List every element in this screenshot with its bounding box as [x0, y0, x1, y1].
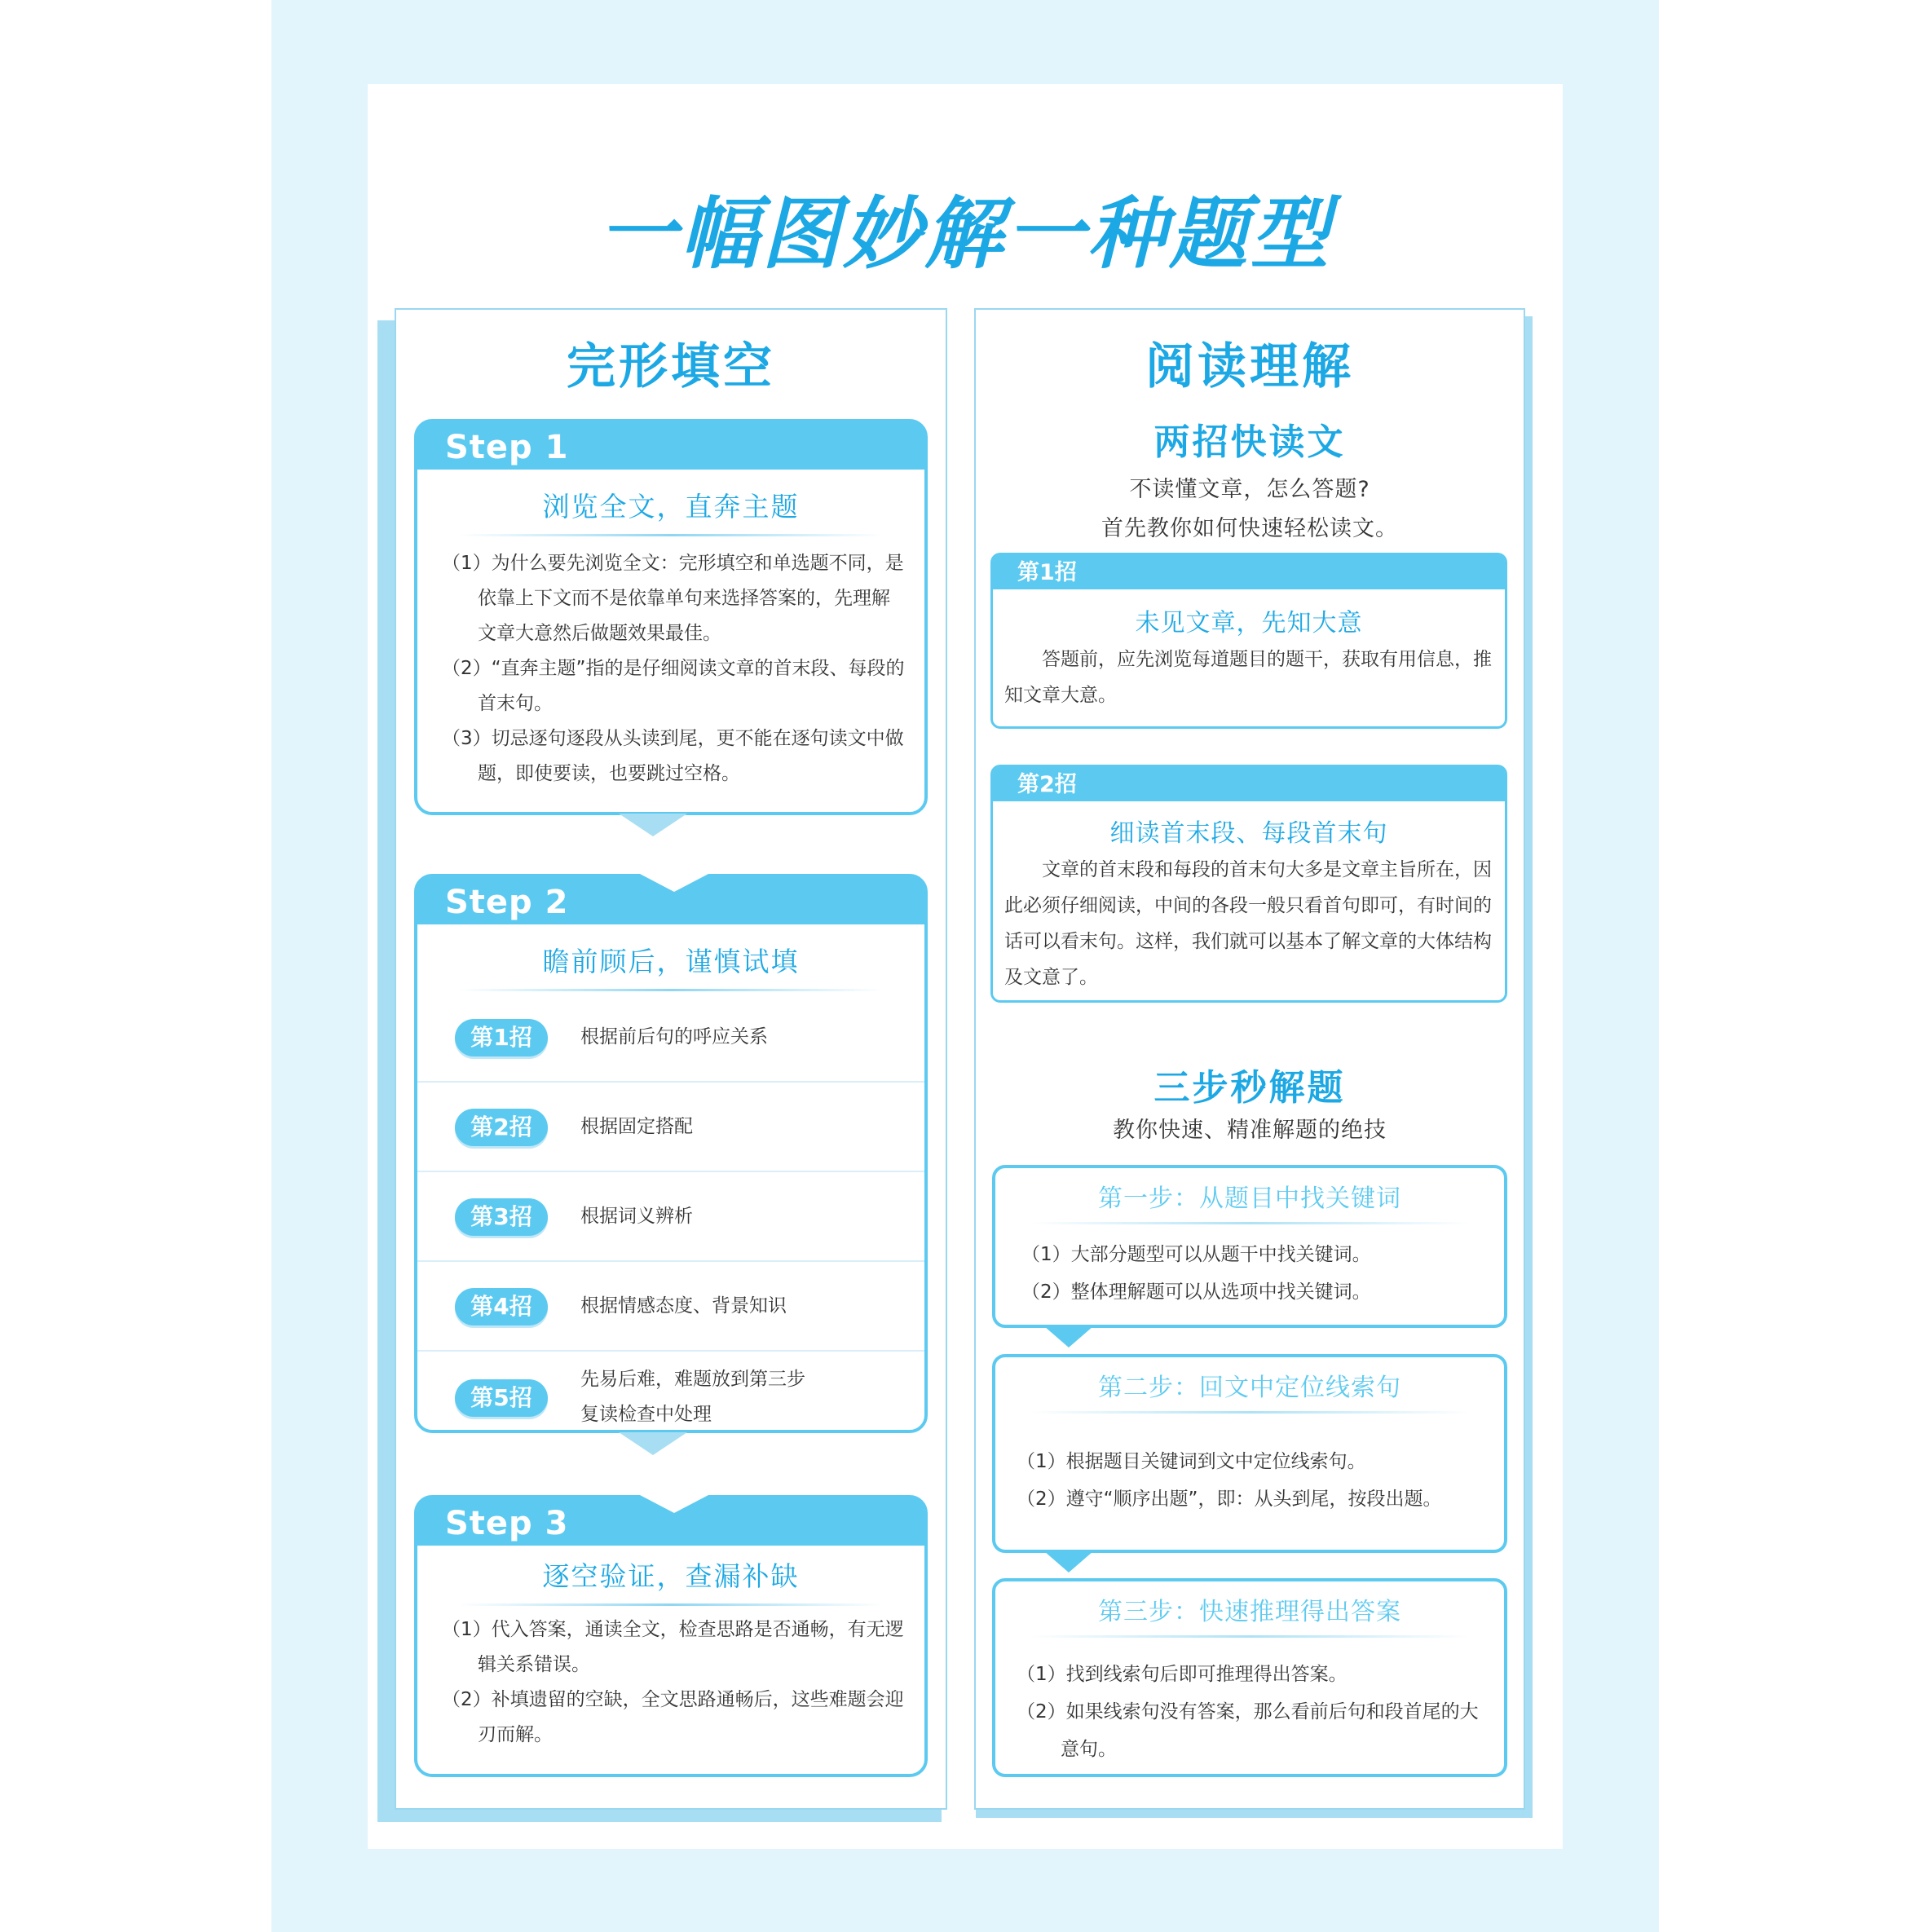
tip-text: 先易后难，难题放到第三步	[580, 1369, 805, 1390]
move1-text: 答题前，应先浏览每道题目的题干，获取有用信息，推知文章大意。	[1004, 649, 1492, 706]
move1-badge: 第1招	[993, 555, 1505, 589]
tip-row	[417, 993, 924, 1083]
move1-subtitle: 未见文章，先知大意	[1135, 609, 1363, 637]
tip-text: 根据前后句的呼应关系	[580, 1026, 768, 1048]
arrow-down-icon	[1044, 1326, 1093, 1348]
step3-item: （1）代入答案，通读全文，检查思路是否通畅，有无逻辑关系错误。	[442, 1619, 904, 1675]
tip-row	[417, 1262, 924, 1352]
tip-text: 根据固定搭配	[580, 1115, 693, 1137]
step1-header: Step 1	[417, 422, 924, 470]
solve-step2-title: 第二步：回文中定位线索句	[1098, 1374, 1401, 1402]
divider	[459, 989, 883, 991]
tip-badge: 第2招	[455, 1109, 548, 1146]
tip-badge: 第4招	[455, 1288, 548, 1325]
solve-step2-item: （1）根据题目关键词到文中定位线索句。	[1017, 1451, 1366, 1472]
move2-subtitle: 细读首末段、每段首末句	[1109, 819, 1388, 848]
step1-item: （2）“直奔主题”指的是仔细阅读文章的首末段、每段的首末句。	[442, 658, 905, 714]
move2-card	[990, 765, 1507, 1003]
step1-item: （3）切忌逐句逐段从头读到尾，更不能在逐句读文中做题，即使要读，也要跳过空格。	[442, 728, 904, 784]
step2-card	[414, 874, 928, 1433]
reading-column	[974, 308, 1525, 1810]
tip-badge: 第5招	[455, 1379, 548, 1417]
solve-step1-card	[992, 1165, 1507, 1328]
solve-step3-item: （1）找到线索句后即可推理得出答案。	[1017, 1664, 1348, 1685]
section1-title: 两招快读文	[1153, 421, 1346, 463]
step2-subtitle: 瞻前顾后，谨慎试填	[542, 946, 800, 977]
step3-item: （2）补填遗留的空缺，全文思路通畅后，这些难题会迎刃而解。	[442, 1689, 904, 1745]
solve-step1-item: （1）大部分题型可以从题干中找关键词。	[1021, 1244, 1371, 1265]
step2-header: Step 2	[417, 877, 924, 924]
step3-card	[414, 1495, 928, 1777]
arrow-down-icon	[619, 1432, 687, 1455]
move2-badge: 第2招	[993, 767, 1505, 801]
step3-subtitle: 逐空验证，查漏补缺	[542, 1560, 800, 1592]
step3-header: Step 3	[417, 1498, 924, 1546]
solve-step3-card	[992, 1578, 1507, 1777]
tip-row	[417, 1083, 924, 1172]
tip-badge: 第1招	[455, 1019, 548, 1056]
notch	[640, 874, 708, 892]
tip-text: 复读检查中处理	[580, 1404, 712, 1425]
solve-step1-item: （2）整体理解题可以从选项中找关键词。	[1021, 1281, 1371, 1303]
tip-row	[417, 1172, 924, 1262]
step1-card	[414, 419, 928, 815]
tip-badge: 第3招	[455, 1198, 548, 1236]
tip-text: 根据情感态度、背景知识	[580, 1295, 787, 1317]
reading-title: 阅读理解	[1145, 338, 1354, 395]
section2-title: 三步秒解题	[1153, 1067, 1346, 1109]
notch	[640, 1495, 708, 1513]
solve-step3-item: （2）如果线索句没有答案，那么看前后句和段首尾的大意句。	[1017, 1701, 1479, 1760]
page-sheet	[368, 84, 1563, 1849]
arrow-down-icon	[619, 814, 687, 836]
cloze-column	[395, 308, 947, 1810]
solve-step3-title: 第三步：快速推理得出答案	[1098, 1598, 1401, 1626]
page-title: 一幅图妙解一种题型	[598, 188, 1332, 280]
cloze-title: 完形填空	[567, 338, 775, 395]
move2-text: 文章的首末段和每段的首末句大多是文章主旨所在，因此必须仔细阅读，中间的各段一般只看首句即可，有时间的话可以看末句。这样，我们就可以基本了解文章的大体结构及文意了。	[1004, 859, 1492, 988]
step1-item: （1）为什么要先浏览全文：完形填空和单选题不同，是依靠上下文而不是依靠单句来选择答案的，先理解文章大意然后做题效果最佳。	[442, 553, 904, 644]
section1-line2: 首先教你如何快速轻松读文。	[1101, 516, 1398, 541]
tip-text: 根据词义辨析	[580, 1205, 693, 1227]
solve-step2-card	[992, 1354, 1507, 1553]
solve-step1-title: 第一步：从题目中找关键词	[1098, 1184, 1401, 1213]
tip-row	[417, 1352, 924, 1443]
arrow-down-icon	[1044, 1551, 1093, 1573]
move1-card	[990, 553, 1507, 729]
section2-subtitle: 教你快速、精准解题的绝技	[1113, 1118, 1387, 1143]
step1-subtitle: 浏览全文，直奔主题	[542, 491, 800, 523]
solve-step2-item: （2）遵守“顺序出题”，即：从头到尾，按段出题。	[1017, 1489, 1442, 1510]
section1-line1: 不读懂文章，怎么答题?	[1129, 477, 1370, 502]
